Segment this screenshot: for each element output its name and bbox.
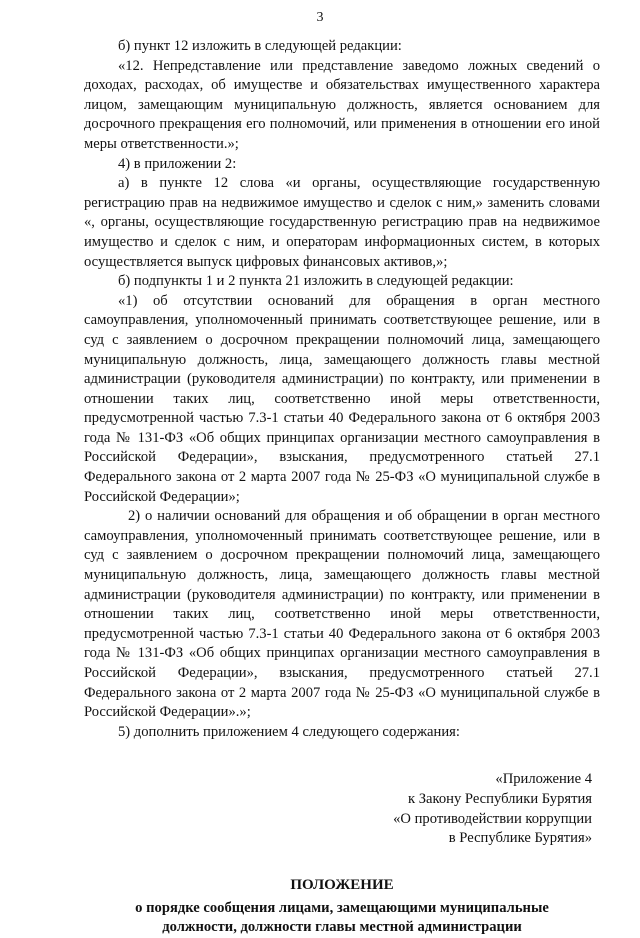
document-body — [84, 37, 600, 938]
paragraph-item-a-replacement: а) в пункте 12 слова «и органы, осуществляющие государственную регистрацию прав на недвижимое имущество и сделок с ним,» заменить словами «, органы, осуществляющие государственную регистрацию прав на недвижимое имущество и сделок с ним, и операторам информационных систем, в которых осуществляется выпуск цифровых финансовых активов,»; — [84, 175, 600, 270]
paragraph-point-12-text: «12. Непредставление или представление заведомо ложных сведений о доходах, расходах, об имуществе и обязательствах имущественного характера лицом, замещающим муниципальную должность, является основанием для досрочного прекращения его полномочий, или применения в отношении его иной меры ответственности.»; — [84, 57, 600, 152]
appendix-line: «Приложение 4 — [495, 771, 592, 788]
section-title: ПОЛОЖЕНИЕ — [290, 876, 394, 893]
appendix-header-block — [84, 770, 600, 848]
appendix-line: в Республике Бурятия» — [448, 830, 592, 847]
appendix-line: «О противодействии коррупции — [393, 810, 592, 827]
section-subtitle: о порядке сообщения лицами, замещающими муниципальные должности, должности главы местной администрации — [135, 899, 549, 936]
paragraph-item-5-heading: 5) дополнить приложением 4 следующего содержания: — [118, 723, 460, 740]
appendix-line: к Закону Республики Бурятия — [407, 790, 592, 807]
paragraph-item-b-heading: б) пункт 12 изложить в следующей редакции: — [118, 38, 402, 54]
paragraph-subpoint-2: 2) о наличии оснований для обращения и об обращении в орган местного самоуправления, уполномоченный принимать соответствующее решение, или в суд с заявлением о досрочном прекращении полномочий лица, замещающего муниципальную должность, лица, замещающего должность главы местной администрации (руководителя администрации) по контракту, или применении в отношении таких лиц, соответственно иной меры ответственности, предусмотренной частью 7.3-1 статьи 40 Федерального закона от 6 октября 2003 года № 131-ФЗ «Об общих принципах организации местного самоуправления в Российской Федерации», взыскания, предусмотренного статьей 27.1 Федерального закона от 2 марта 2007 года № 25-ФЗ «О муниципальной службе в Российской Федерации».»; — [84, 508, 600, 721]
page-number: 3 — [316, 10, 324, 25]
paragraph-subpoint-1: «1) об отсутствии оснований для обращения в орган местного самоуправления, уполномоченный принимать соответствующее решение, или в суд с заявлением о досрочном прекращении полномочий лица, замещающего муниципальную должность, лица, замещающего должность главы местной администрации (руководителя администрации) по контракту, или применении в отношении таких лиц, соответственно иной меры ответственности, предусмотренной частью 7.3-1 статьи 40 Федерального закона от 6 октября 2003 года № 131-ФЗ «Об общих принципах организации местного самоуправления в Российской Федерации», взыскания, предусмотренного статьей 27.1 Федерального закона от 2 марта 2007 года № 25-ФЗ «О муниципальной службе в Российской Федерации»; — [84, 292, 600, 505]
paragraph-appendix-2-heading: 4) в приложении 2: — [118, 155, 237, 172]
paragraph-subpoints-heading: б) подпункты 1 и 2 пункта 21 изложить в следующей редакции: — [118, 273, 514, 290]
